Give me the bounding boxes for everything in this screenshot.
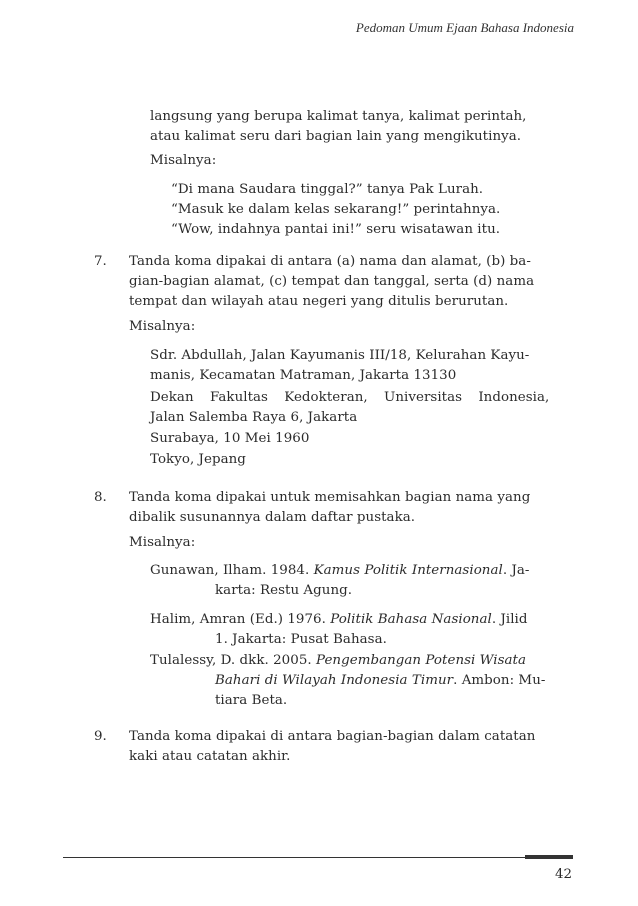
rule-7-example-1: [150, 346, 574, 386]
example-line: “Di mana Saudara tinggal?” tanya Pak Lurah.: [171, 182, 484, 197]
rule-7-example-4: Tokyo, Jepang: [150, 452, 246, 467]
reference-line: [150, 561, 574, 581]
reference-author: Gunawan, Ilham. 1984.: [150, 563, 314, 578]
rule-line: tempat dan wilayah atau negeri yang ditulis berurutan.: [129, 294, 509, 309]
rule-number: 9.: [94, 729, 107, 744]
footer-rule: [63, 857, 573, 858]
reference-continuation: 1. Jakarta: Pusat Bahasa.: [215, 632, 387, 647]
page-number: 42: [554, 867, 572, 882]
reference-continuation: karta: Restu Agung.: [215, 583, 353, 598]
reference-line: [150, 610, 574, 630]
reference-title: Bahari di Wilayah Indonesia Timur: [215, 673, 454, 688]
reference-rest: . Ja-: [502, 563, 530, 578]
reference-title: Pengembangan Potensi Wisata: [316, 653, 527, 668]
reference-rest: . Jilid: [491, 612, 528, 627]
misalnya-label: Misalnya:: [129, 535, 196, 550]
rule-line: dibalik susunannya dalam daftar pustaka.: [129, 510, 416, 525]
rule-line: Tanda koma dipakai untuk memisahkan bagian nama yang: [129, 490, 531, 505]
example-line: manis, Kecamatan Matraman, Jakarta 13130: [150, 368, 457, 383]
reference-continuation: [150, 671, 574, 691]
example-line: “Masuk ke dalam kelas sekarang!” perintahnya.: [171, 202, 501, 217]
reference-entry: [150, 610, 574, 650]
reference-rest: . Ambon: Mu-: [453, 673, 546, 688]
example-line: “Wow, indahnya pantai ini!” seru wisatawan itu.: [171, 222, 501, 237]
reference-line: [150, 651, 574, 671]
reference-entry: [150, 651, 574, 711]
reference-entry: [150, 561, 574, 601]
rule-number: 8.: [94, 490, 107, 505]
intro-paragraph: [150, 107, 574, 147]
running-header: Pedoman Umum Ejaan Bahasa Indonesia: [355, 20, 574, 35]
rule-line: gian-bagian alamat, (c) tempat dan tanggal, serta (d) nama: [129, 274, 535, 289]
misalnya-label: Misalnya:: [150, 153, 217, 168]
rule-7-example-3: Surabaya, 10 Mei 1960: [150, 431, 310, 446]
reference-title: Kamus Politik Internasional: [313, 563, 503, 578]
example-line: Jalan Salemba Raya 6, Jakarta: [150, 410, 358, 425]
rule-8-text: [129, 488, 574, 528]
reference-title: Politik Bahasa Nasional: [330, 612, 492, 627]
rule-line: Tanda koma dipakai di antara (a) nama dan alamat, (b) ba-: [129, 254, 531, 269]
rule-number: 7.: [94, 254, 107, 269]
rule-7-text: [129, 252, 574, 312]
rule-line: Tanda koma dipakai di antara bagian-bagian dalam catatan: [129, 729, 536, 744]
reference-author: Tulalessy, D. dkk. 2005.: [150, 653, 316, 668]
intro-examples: [171, 180, 500, 240]
rule-9-text: [129, 727, 574, 767]
misalnya-label: Misalnya:: [129, 319, 196, 334]
reference-author: Halim, Amran (Ed.) 1976.: [150, 612, 331, 627]
example-line: Sdr. Abdullah, Jalan Kayumanis III/18, Kelurahan Kayu-: [150, 348, 530, 363]
reference-continuation: tiara Beta.: [215, 693, 288, 708]
rule-7-example-2: [150, 388, 574, 428]
footer-accent-bar: [525, 855, 573, 859]
intro-line: langsung yang berupa kalimat tanya, kalimat perintah,: [150, 109, 527, 124]
intro-line: atau kalimat seru dari bagian lain yang mengikutinya.: [150, 129, 522, 144]
rule-line: kaki atau catatan akhir.: [129, 749, 291, 764]
example-line: Dekan Fakultas Kedokteran, Universitas Indonesia,: [150, 390, 550, 405]
